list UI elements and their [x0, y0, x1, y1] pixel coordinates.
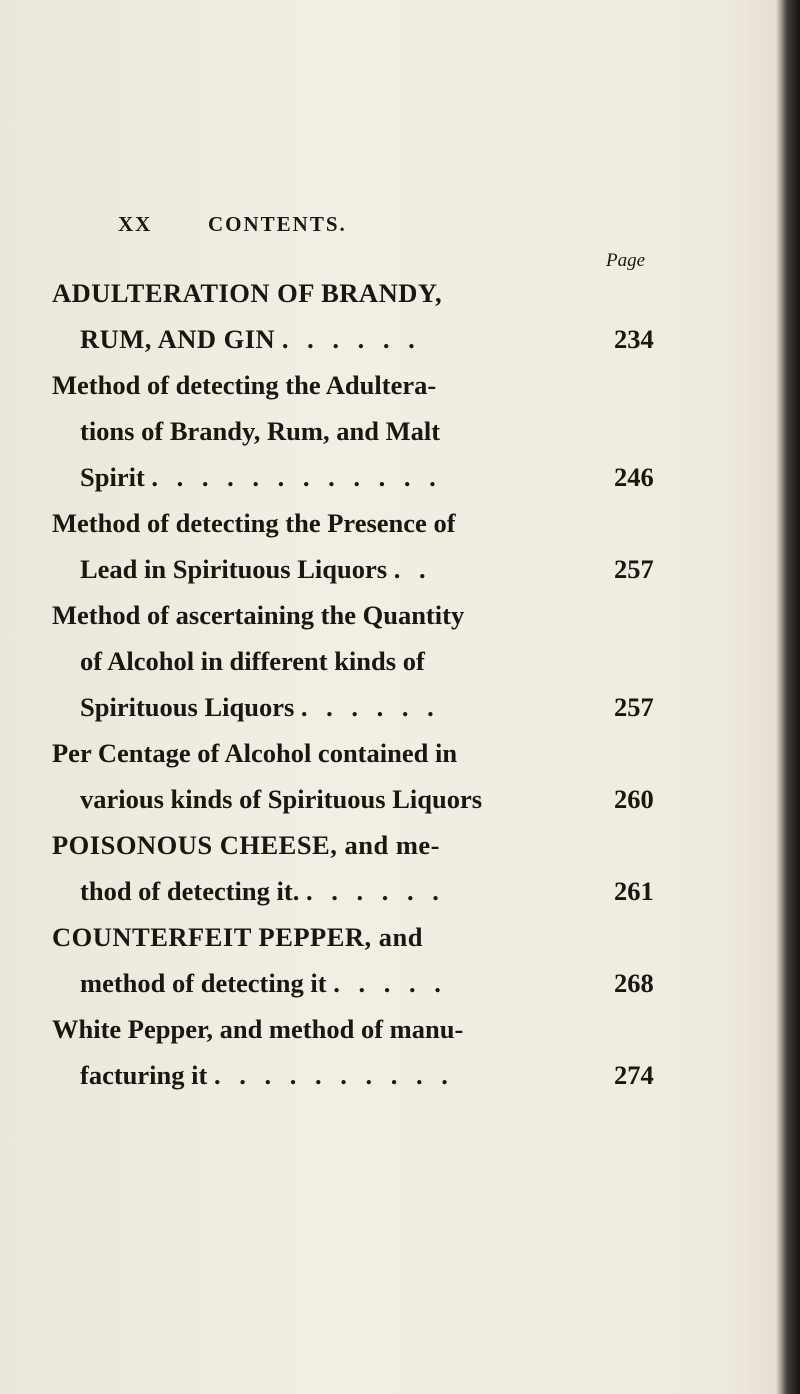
running-title: CONTENTS. — [208, 212, 347, 236]
toc-line: Method of ascertaining the Quantity — [52, 600, 465, 630]
toc-line: Lead in Spirituous Liquors . . 257 — [52, 546, 652, 592]
toc-line: ADULTERATION OF BRANDY, — [52, 278, 443, 308]
page-edge-shadow — [782, 0, 788, 1394]
toc-line: Spirituous Liquors . . . . . . 257 — [52, 684, 652, 730]
page-column-label: Page — [606, 250, 646, 271]
toc-line: POISONOUS CHEESE, and me- — [52, 830, 440, 860]
toc-line: Method of detecting the Presence of — [52, 508, 456, 538]
running-head — [118, 212, 347, 237]
toc-page-number: 274 — [614, 1060, 654, 1090]
toc-line: of Alcohol in different kinds of — [80, 646, 425, 676]
toc-line: thod of detecting it. . . . . . . 261 — [52, 868, 652, 914]
toc-line: Per Centage of Alcohol contained in — [52, 738, 458, 768]
toc-line: facturing it . . . . . . . . . . 274 — [52, 1052, 652, 1098]
toc-page-number: 246 — [614, 462, 654, 492]
page-folio: XX — [118, 212, 153, 236]
toc-line: Method of detecting the Adultera- — [52, 370, 437, 400]
toc-line: various kinds of Spirituous Liquors 260 — [52, 776, 652, 822]
toc-line: COUNTERFEIT PEPPER, and — [52, 922, 424, 952]
toc-line: White Pepper, and method of manu- — [52, 1014, 464, 1044]
toc-page-number: 234 — [614, 324, 654, 354]
toc-line: tions of Brandy, Rum, and Malt — [80, 416, 441, 446]
toc-page-number: 257 — [614, 692, 654, 722]
toc-line: Spirit . . . . . . . . . . . . 246 — [52, 454, 652, 500]
toc-page-number: 268 — [614, 968, 654, 998]
toc-page-number: 257 — [614, 554, 654, 584]
toc-page-number: 261 — [614, 876, 654, 906]
toc-page-number: 260 — [614, 784, 654, 814]
toc-line: RUM, AND GIN . . . . . . 234 — [52, 316, 652, 362]
contents-list — [52, 270, 652, 1098]
toc-line: method of detecting it . . . . . 268 — [52, 960, 652, 1006]
